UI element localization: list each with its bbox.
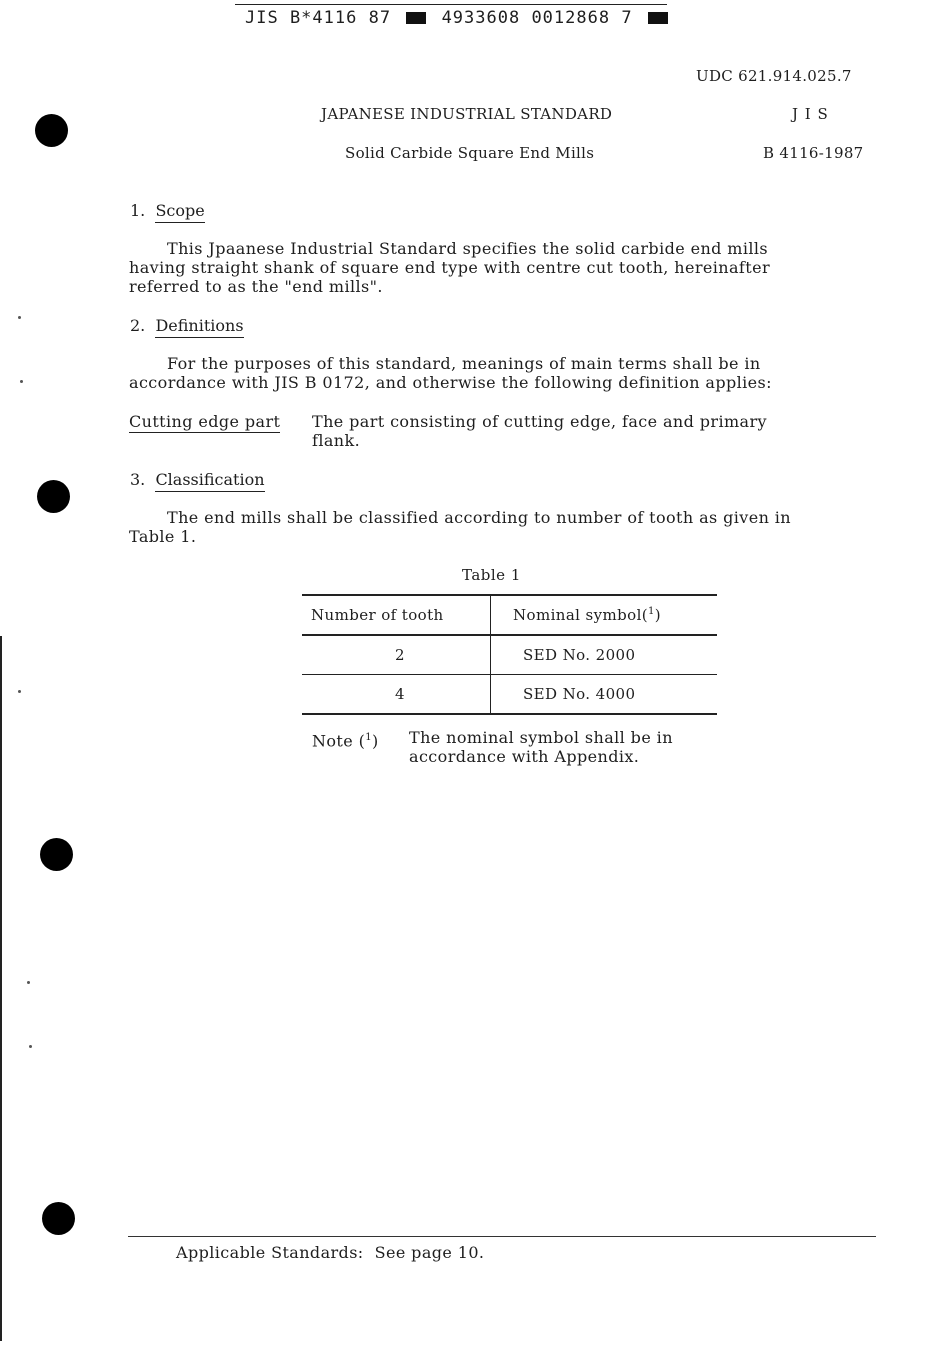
udc-code: UDC 621.914.025.7 bbox=[696, 67, 852, 85]
header-number-of-tooth: Number of tooth bbox=[311, 606, 444, 624]
table-cell-tooth: 4 bbox=[302, 675, 491, 715]
scope-line-1: This Jpaanese Industrial Standard specifies the solid carbide end mills bbox=[167, 239, 769, 258]
footnote-ref: 1 bbox=[365, 732, 373, 743]
footnote-ref: 1 bbox=[648, 606, 655, 617]
section-title: Classification bbox=[155, 470, 264, 492]
redaction-block-icon bbox=[648, 12, 668, 24]
table-header-cell bbox=[302, 595, 491, 635]
scan-speck bbox=[20, 380, 23, 383]
header-code-part2: 4933608 0012868 7 bbox=[441, 8, 633, 28]
classification-line-1: The end mills shall be classified according to number of tooth as given in bbox=[167, 508, 791, 527]
footer-applicable-standards bbox=[176, 1243, 484, 1262]
table-cell-symbol bbox=[491, 675, 718, 715]
punch-hole-icon bbox=[35, 114, 68, 147]
standard-number: B 4116-1987 bbox=[763, 144, 864, 162]
scan-edge-line bbox=[0, 636, 2, 1341]
table-caption: Table 1 bbox=[462, 566, 521, 584]
document-title: Solid Carbide Square End Mills bbox=[345, 144, 595, 162]
header-catalog-code bbox=[245, 8, 672, 28]
definition-text-line-2: flank. bbox=[312, 431, 361, 450]
table-row bbox=[302, 675, 717, 715]
top-rule bbox=[235, 4, 667, 5]
section-classification-heading bbox=[130, 470, 265, 489]
section-number: 2. bbox=[130, 316, 146, 335]
punch-hole-icon bbox=[40, 838, 73, 871]
note-label-text: Note ( bbox=[312, 731, 366, 751]
symbol-value: SED No. 2000 bbox=[523, 646, 636, 664]
table-note-line-2: accordance with Appendix. bbox=[409, 747, 640, 766]
symbol-value: SED No. 4000 bbox=[523, 685, 636, 703]
classification-table bbox=[302, 594, 717, 715]
redaction-block-icon bbox=[406, 12, 426, 24]
organization-title: JAPANESE INDUSTRIAL STANDARD bbox=[321, 105, 613, 123]
definitions-line-1: For the purposes of this standard, meanings of main terms shall be in bbox=[167, 354, 761, 373]
classification-line-2: Table 1. bbox=[129, 527, 197, 546]
note-close-paren: ) bbox=[372, 731, 379, 751]
section-definitions-heading bbox=[130, 316, 244, 335]
header-close-paren: ) bbox=[654, 606, 662, 624]
definition-term bbox=[129, 412, 280, 431]
section-title: Definitions bbox=[155, 316, 243, 338]
scope-line-2: having straight shank of square end type with centre cut tooth, hereinafter bbox=[129, 258, 770, 277]
section-scope-heading bbox=[130, 201, 205, 220]
table-row bbox=[302, 635, 717, 675]
header-code-part1: JIS B*4116 87 bbox=[245, 8, 392, 28]
section-number: 1. bbox=[130, 201, 146, 220]
section-number: 3. bbox=[130, 470, 146, 489]
footer-value: See page 10. bbox=[374, 1243, 485, 1262]
punch-hole-icon bbox=[37, 480, 70, 513]
scan-speck bbox=[29, 1045, 32, 1048]
table-cell-symbol bbox=[491, 635, 718, 675]
definition-text-line-1: The part consisting of cutting edge, face and primary bbox=[312, 412, 767, 431]
scan-speck bbox=[18, 690, 21, 693]
definitions-line-2: accordance with JIS B 0172, and otherwise the following definition applies: bbox=[129, 373, 772, 392]
scan-speck bbox=[27, 981, 30, 984]
table-note-line-1: The nominal symbol shall be in bbox=[409, 728, 673, 747]
header-nominal-symbol-text: Nominal symbol( bbox=[513, 606, 649, 624]
scope-line-3: referred to as the "end mills". bbox=[129, 277, 383, 296]
footer-rule bbox=[128, 1236, 876, 1237]
table-header-row bbox=[302, 595, 717, 635]
section-title: Scope bbox=[155, 201, 204, 223]
table-header-cell bbox=[491, 595, 718, 635]
footer-label: Applicable Standards: bbox=[176, 1243, 364, 1262]
jis-mark: J I S bbox=[792, 105, 829, 123]
scan-speck bbox=[18, 316, 21, 319]
punch-hole-icon bbox=[42, 1202, 75, 1235]
header-nominal-symbol bbox=[491, 606, 661, 624]
table-note-label bbox=[312, 728, 379, 750]
definition-term-label: Cutting edge part bbox=[129, 412, 281, 431]
table-cell-tooth: 2 bbox=[302, 635, 491, 675]
